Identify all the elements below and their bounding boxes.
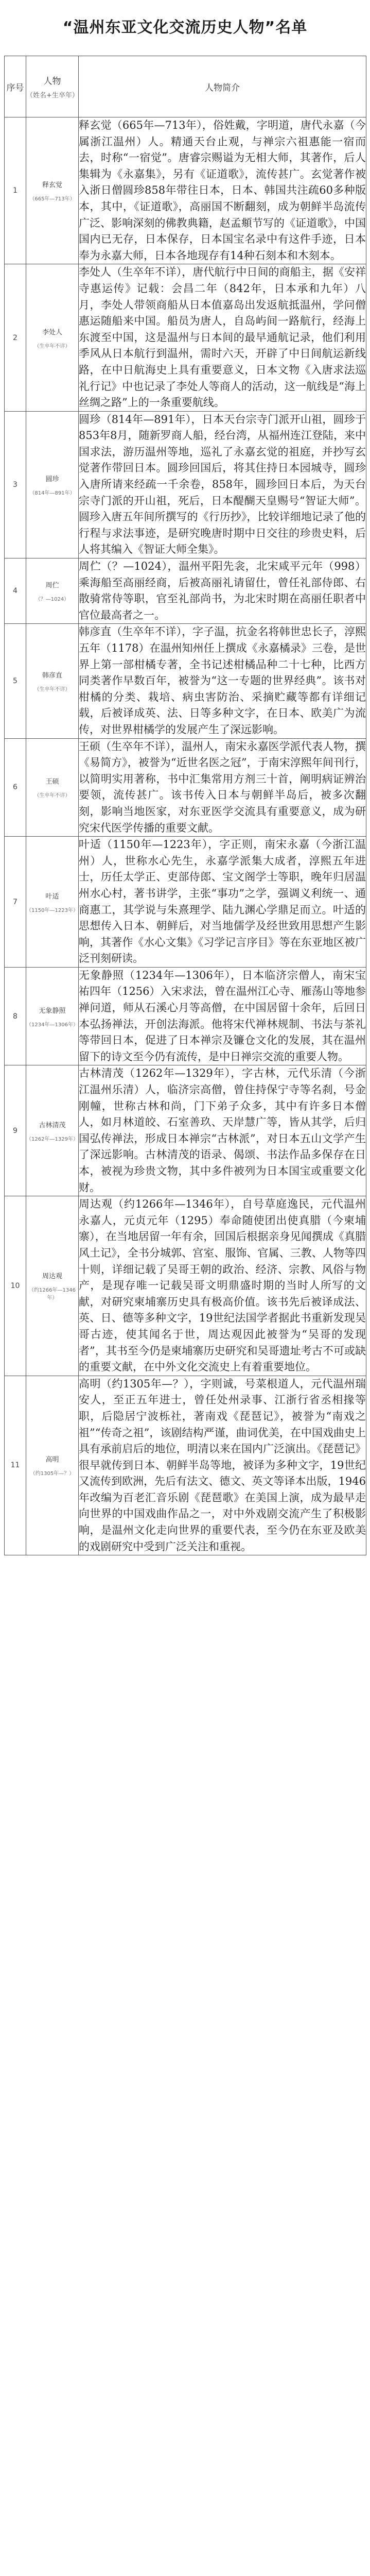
person-name: 周达观 (42, 1273, 62, 1281)
person-years: （665年—713年） (29, 196, 75, 202)
header-person-sub: （姓名+生卒年） (26, 92, 79, 99)
person-years: （1234年—1306年） (26, 1022, 78, 1028)
person-years: （约1266年—1346年） (29, 1287, 76, 1301)
person-years: （约1305年—？） (30, 1471, 75, 1477)
row-number: 10 (5, 1196, 26, 1376)
table-row (5, 558, 366, 624)
person-years: （1262年—1329年） (26, 1136, 78, 1142)
person-cell (26, 967, 79, 1065)
person-cell (26, 264, 79, 411)
row-number: 3 (5, 411, 26, 558)
row-number: 4 (5, 558, 26, 624)
row-number: 1 (5, 117, 26, 264)
table-row (5, 264, 366, 411)
person-bio: 韩彦直（生卒年不详），字子温，抗金名将韩世忠长子，淳熙五年（1178）在温州知州任上撰成《永嘉橘录》三卷，是世界上第一部柑橘专著，全书记述柑橘品种二十七种，比西方同类著作早数百年，被誉为“这一专题的世界经典”。该书对柑橘的分类、栽培、病虫害防治、采摘贮藏等都有详细记载，后被译成英、法、日等多种文字，在日本、欧美广为流传，对世界柑橘学的发展产生了深远影响。 (79, 624, 366, 738)
person-years: （？—1024） (35, 597, 69, 603)
person-name: 高明 (45, 1456, 59, 1464)
person-name: 韩彦直 (42, 671, 62, 680)
person-bio: 无象静照（1234年—1306年），日本临济宗僧人，南宋宝祐四年（1256）入宋求法，曾在温州江心寺、雁荡山等地参禅问道，师从石溪心月等高僧，在中国居留十余年，后回日本弘扬禅法，开创法海派。他将宋代禅林规制、书法与茶礼等带回日本，促进了日本禅宗及镰仓文化的发展，其在温州留下的诗文至今仍有流传，是中日禅宗交流的重要人物。 (79, 967, 366, 1065)
people-table (4, 56, 366, 1555)
row-number: 5 (5, 624, 26, 738)
person-cell (26, 738, 79, 837)
person-cell (26, 1196, 79, 1376)
header-person (26, 56, 79, 117)
table-row (5, 411, 366, 558)
person-years: （生卒年不详） (34, 793, 71, 799)
person-bio: 周伫（？—1024），温州平阳先衾，北宋咸平元年（998）乘海船至高丽经商，后被高丽礼请留仕，曾任礼部侍郎、右散骑常侍等职，官至礼部尚书，为北宋时期在高丽任职者中官位最高者之一。 (79, 558, 366, 624)
row-number: 8 (5, 967, 26, 1065)
person-name: 古林清茂 (39, 1121, 66, 1129)
header-bio: 人物简介 (79, 56, 366, 117)
person-bio: 圆珍（814年—891年），日本天台宗寺门派开山祖，圆珍于853年8月，随新罗商人船，经台湾，从福州连江登陆，来中国求法，游历温州等地，巡礼了永嘉玄觉的祖庭，并抄写玄觉著作带回日本。圆珍回国后，将其住持日本园城寺，圆珍入唐所请来经疏一千余卷，858年，圆珍回日本后，为天台宗寺门派的开山祖，死后，日本醍醐天皇赐号“智证大师”。圆珍入唐五年间所撰写的《行历抄》，比较详细地记录了他的行程与求法事迹，是研究晚唐时期中日交往的珍贵史料，后人将其编入《智证大师全集》。 (79, 411, 366, 558)
table-header-row (5, 56, 366, 117)
header-no: 序号 (5, 56, 26, 117)
person-name: 叶适 (45, 892, 59, 901)
table-row (5, 967, 366, 1065)
table-row (5, 117, 366, 264)
table-row (5, 1376, 366, 1555)
person-name: 圆珍 (45, 475, 59, 483)
person-cell (26, 624, 79, 738)
row-number: 7 (5, 837, 26, 968)
row-number: 2 (5, 264, 26, 411)
table-row (5, 1196, 366, 1376)
person-years: （814年—891年） (29, 490, 75, 496)
person-years: （生卒年不详） (34, 686, 71, 692)
person-cell (26, 117, 79, 264)
person-years: （生卒年不详） (34, 343, 71, 349)
person-name: 周伫 (45, 582, 59, 590)
person-bio: 释玄觉（665年—713年），俗姓戴，字明道，唐代永嘉（今属浙江温州）人。精通天台止观，与禅宗六祖惠能一宿而去，时称“一宿觉”。唐睿宗赐谥为无相大师，其著作，后人集辑为《永嘉集》，另有《证道歌》，流传甚广。玄觉著作被入浙日僧圆珍858年带往日本，日本、韩国共注疏60多种版本，其中，《证道歌》，高丽国不断翻刻，成为朝鲜半岛流传广泛、影响深刻的佛教典籍，赵孟頫节写的《证道歌》，中国国内已无存，日本保存，日本国宝名录中有这件手迹，日本奉为永嘉大师，日本各地现存有14种石刻本和木刻本。 (79, 117, 366, 264)
person-cell (26, 411, 79, 558)
row-number: 11 (5, 1376, 26, 1555)
person-cell (26, 1065, 79, 1196)
person-bio: 王硕（生卒年不详），温州人，南宋永嘉医学派代表人物，撰《易简方》，被誉为“近世名医之冠”，于南宋淳熙年间刊行，以简明实用著称，书中汇集常用方剂三十首，阐明病证辨治要领，流传甚广。该书传入日本与朝鲜半岛后，被多次翻刻，影响当地医家，对东亚医学交流具有重要意义，成为研究宋代医学传播的重要文献。 (79, 738, 366, 837)
person-cell (26, 1376, 79, 1555)
row-number: 9 (5, 1065, 26, 1196)
person-bio: 周达观（约1266年—1346年），自号草庭逸民，元代温州永嘉人，元贞元年（1295）奉命随使团出使真腊（今柬埔寨），在当地居留一年有余，回国后根据亲身见闻撰成《真腊风土记》，全书分城郭、宫室、服饰、官属、三教、人物等四十则，详细记载了吴哥王朝的政治、经济、宗教、风俗与物产，是现存唯一记载吴哥文明鼎盛时期的当时人所写的文献，对研究柬埔寨历史具有极高价值。该书先后被译成法、英、日、德等多种文字，19世纪法国学者据此书重新发现吴哥古迹，使其闻名于世，周达观因此被誉为“吴哥的发现者”，其书至今仍是柬埔寨历史研究和吴哥遗址考古不可或缺的重要文献，在中外文化交流史上有着重要地位。 (79, 1196, 366, 1376)
table-row (5, 738, 366, 837)
person-name: 李处人 (42, 328, 62, 336)
person-cell (26, 837, 79, 968)
person-name: 王硕 (45, 778, 59, 786)
person-name: 无象静照 (39, 1007, 66, 1015)
table-row (5, 624, 366, 738)
table-row (5, 837, 366, 968)
table-row (5, 1065, 366, 1196)
person-years: （1150年—1223年） (26, 907, 78, 913)
row-number: 6 (5, 738, 26, 837)
person-bio: 叶适（1150年—1223年），字正则，南宋永嘉（今浙江温州）人，世称水心先生，永嘉学派集大成者，淳熙五年进士，历任太学正、吏部侍郎、宝文阁学士等职，晚年归居温州水心村，著书讲学，主张“事功”之学，强调义利统一、通商惠工，其学说与朱熹理学、陆九渊心学鼎足而立。叶适的思想传入日本、朝鲜后，对当地儒学及经世致用思想产生影响，其著作《水心文集》《习学记言序目》等在东亚地区被广泛刊刻研读。 (79, 837, 366, 968)
person-bio: 高明（约1305年—？），字则诚，号菜根道人，元代温州瑞安人，至正五年进士，曾任处州录事、江浙行省丞相掾等职，后隐居宁波栎社，著南戏《琵琶记》，被誉为“南戏之祖”“传奇之祖”，该剧结构严谨，曲词优美，在中国戏曲史上具有承前启后的地位，明清以来在国内广泛演出。《琵琶记》很早就传到日本、朝鲜半岛等地，被译为多种文字，19世纪又流传到欧洲，先后有法文、德文、英文等译本出版，1946年改编为百老汇音乐剧《琵琶歌》在美国上演，成为最早走向世界的中国戏曲作品之一，对中外戏剧交流产生了积极影响，是温州文化走向世界的重要代表，至今仍在东亚及欧美的戏剧研究中受到广泛关注和重视。 (79, 1376, 366, 1555)
header-person-label: 人物 (43, 76, 61, 87)
page-title: “温州东亚文化交流历史人物”名单 (62, 19, 308, 37)
person-bio: 李处人（生卒年不详），唐代航行中日间的商船主，据《安祥寺惠运传》记载：会昌二年（842年，日本承和九年）八月，李处人带领商船从日本值嘉岛出发返航抵温州，学问僧惠运随船来中国。船员为唐人，自岛屿间一路航行，经海上东渡至中国，这是温州与日本间的最早通航记录，他们利用季风从日本航行到温州，需时六天，开辟了中日间航运新线路，在中日航海史上具有重要意义，日本文物《入唐求法巡礼行记》中也记录了李处人等商人的活动，这一航线是“海上丝绸之路”上的一条重要航线。 (79, 264, 366, 411)
person-name: 释玄觉 (42, 181, 62, 190)
person-bio: 古林清茂（1262年—1329年），字古林，元代乐清（今浙江温州乐清）人，临济宗高僧，曾住持保宁寺等名刹，号金刚幢，世称古林和尚，门下弟子众多，其中有许多日本僧人，如月林道皎、石室善玖、天岸慧广等，皆从其学，后归国弘传禅法，形成日本禅宗“古林派”，对日本五山文学产生了深远影响。古林清茂的语录、偈颂、书法作品多保存在日本，被视为珍贵文物，其中多件被列为日本国宝或重要文化财。 (79, 1065, 366, 1196)
person-cell (26, 558, 79, 624)
